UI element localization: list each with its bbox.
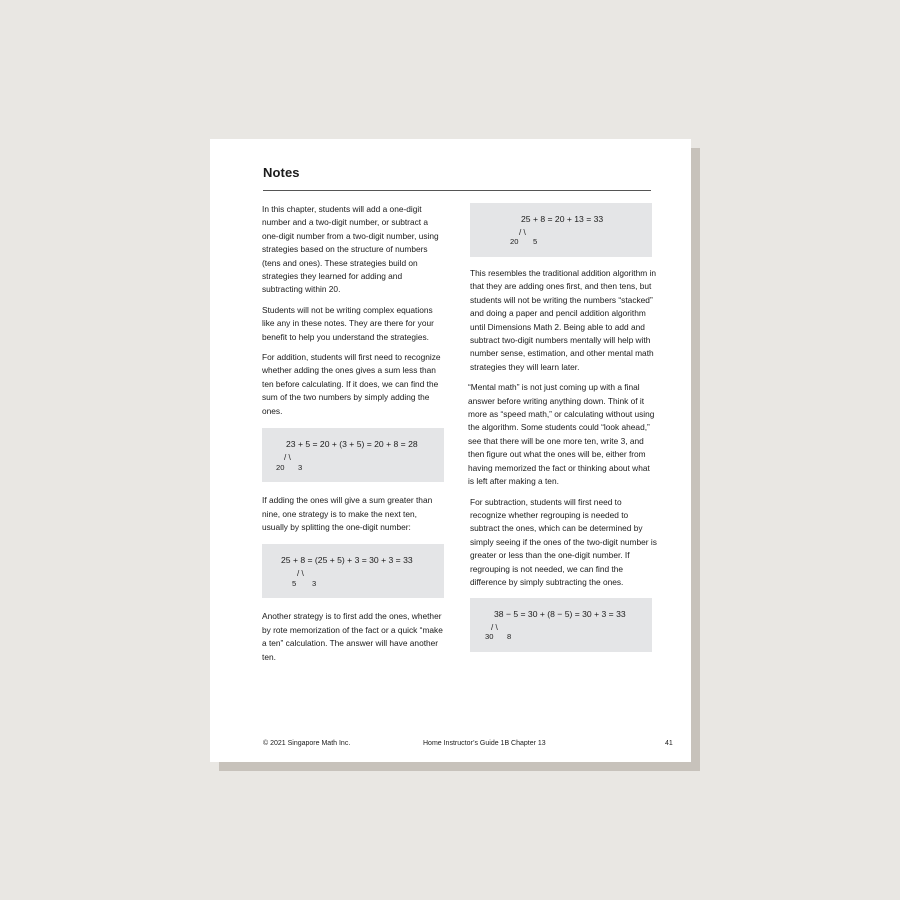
paragraph-make-ten: If adding the ones will give a sum greater than nine, one strategy is to make the next ten, usually by splitting the one-digit number: xyxy=(262,495,433,532)
equation: 25 + 8 = (25 + 5) + 3 = 30 + 3 = 33 xyxy=(281,555,413,566)
split-part: 20 xyxy=(510,237,519,246)
paragraph-add-ones-first: Another strategy is to first add the ones, whether by rote memorization of the fact or a quick “make a ten” calculation. The answer will have another ten. xyxy=(262,611,443,662)
split-branch: / \ xyxy=(284,453,291,463)
math-example-2 xyxy=(262,544,444,598)
footer-copyright: © 2021 Singapore Math Inc. xyxy=(263,740,351,747)
equation: 23 + 5 = 20 + (3 + 5) = 20 + 8 = 28 xyxy=(286,439,418,450)
split-part: 30 xyxy=(485,632,494,642)
split-branch: / \ xyxy=(519,228,526,237)
split-part: 3 xyxy=(312,579,317,589)
footer-book-title: Home Instructor’s Guide 1B Chapter 13 xyxy=(423,740,546,747)
split-part: 20 xyxy=(276,463,285,473)
split-part: 3 xyxy=(298,463,303,473)
title-divider xyxy=(263,190,651,191)
left-column xyxy=(262,203,444,671)
document-page xyxy=(210,139,691,762)
paragraph-equations-note: Students will not be writing complex equations like any in these notes. They are there for your benefit to help you understand the strategies. xyxy=(262,304,434,342)
split-part: 8 xyxy=(507,632,512,642)
math-example-4 xyxy=(470,598,652,652)
split-branch: / \ xyxy=(491,623,498,633)
split-branch: / \ xyxy=(297,569,304,579)
paragraph-mental-math: “Mental math” is not just coming up with a final answer before writing anything down. Think of it more as “speed math,” or calculating without using the algorithm. Some students could “look ahead,” see that there will be one more ten, write 3, and then figure out what the ones will be, either from having memorized the fact or thinking about what is left after making a ten. xyxy=(468,382,655,487)
equation: 25 + 8 = 20 + 13 = 33 xyxy=(521,214,604,224)
split-part: 5 xyxy=(292,579,297,589)
page-number: 41 xyxy=(665,740,673,747)
paragraph-subtraction: For subtraction, students will first need to recognize whether regrouping is needed to subtract the ones, which can be determined by simply seeing if the ones of the two-digit number is greater or less than the one-digit number. If regrouping is not needed, we can find the difference by simply subtracting the ones. xyxy=(470,496,657,587)
math-example-1 xyxy=(262,428,444,482)
paragraph-intro: In this chapter, students will add a one-digit number and a two-digit number, or subtract a one-digit number from a two-digit number, using strategies based on the structure of numbers (tens and ones). These strategies build on strategies they learned for adding and subtracting within 20. xyxy=(262,204,439,295)
right-column xyxy=(468,203,658,664)
split-part: 5 xyxy=(533,237,538,246)
paragraph-traditional-algorithm: This resembles the traditional addition algorithm in that they are adding ones first, and then tens, but students will not be writing the numbers “stacked” and doing a paper and pencil addition algorithm until Dimensions Math 2. Being able to add and subtract two-digit numbers mentally will help with number sense, estimation, and other mental math strategies they will learn later. xyxy=(470,268,656,372)
equation: 38 − 5 = 30 + (8 − 5) = 30 + 3 = 33 xyxy=(494,609,626,620)
paragraph-addition: For addition, students will first need to recognize whether adding the ones gives a sum less than ten before calculating. If it does, we can find the sum of the two numbers by simply adding the ones. xyxy=(262,352,441,416)
math-example-3 xyxy=(470,203,652,257)
page-title: Notes xyxy=(263,165,300,180)
